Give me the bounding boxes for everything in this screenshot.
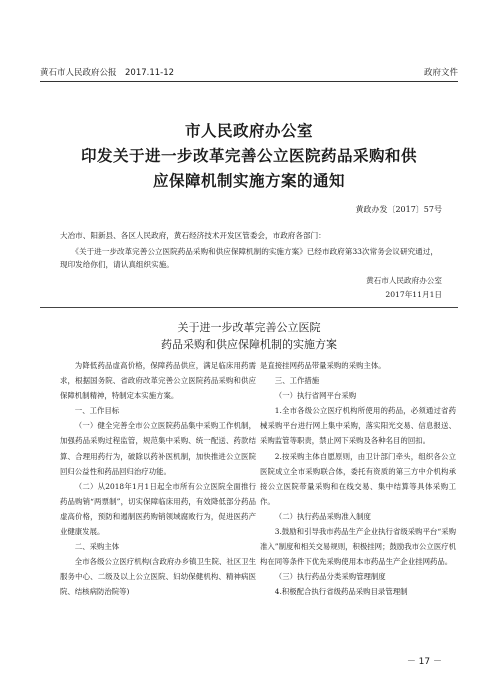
measure-1-paragraph: 1.全市各级公立医疗机构所使用的药品，必须通过省药械采购平台进行网上集中采购，落实阳光交易、信息报送、采购监管等职责，禁止网下采购及各种名目的回扣。 bbox=[260, 406, 456, 446]
measure-3-paragraph: 3.鼓励和引导我市药品生产企业执行省级采购平台“采购准入”制度和相关交易规则，积极挂网；鼓励我市公立医疗机构在同等条件下优先采购使用本市药品生产企业挂网药品。 bbox=[260, 527, 456, 567]
header-rule bbox=[40, 81, 458, 82]
goal-2-paragraph: （二）从2018年1月1日起全市所有公立医院全面推行药品购销“两票制”，切实保障临床用药，有效降低部分药品虚高价格，预防和遏制医药购销领域腐败行为，促进医药产业健康发展。 bbox=[60, 481, 256, 537]
title-line-3: 应保障机制实施方案的通知 bbox=[152, 171, 345, 190]
subject-continuation: 是直接挂网药品带量采购的采购主体。 bbox=[260, 361, 386, 370]
heading-goals: 一、工作目标 bbox=[74, 406, 120, 416]
measure-4-paragraph: 4.积极配合执行省级药品采购目录管理制 bbox=[274, 587, 408, 597]
notice-body: 《关于进一步改革完善公立医院药品采购和供应保障机制的实施方案》已经市政府第33次常务会议研究通过，现印发给你们，请认真组织实施。 bbox=[60, 247, 438, 269]
heading-measures: 三、工作措施 bbox=[274, 376, 320, 386]
goal-1-paragraph: （一）健全完善全市公立医院药品集中采购工作机制，加强药品采购过程监管，规范集中采购、统一配送、药款结算、合理用药行为，破除以药补医机制，加快推进公立医院回归公益性和药品回归治疗功能。 bbox=[60, 421, 256, 476]
plan-title-line-1: 关于进一步改革完善公立医院 bbox=[177, 321, 321, 334]
header-section: 政府文件 bbox=[423, 68, 458, 78]
notice-title bbox=[40, 118, 458, 193]
subheading-platform: （一）执行省网平台采购 bbox=[274, 391, 357, 401]
signature-org: 黄石市人民政府办公室 bbox=[366, 276, 442, 285]
plan-title-line-2: 药品采购和供应保障机制的实施方案 bbox=[161, 338, 337, 351]
left-column bbox=[60, 358, 256, 600]
signature-date: 2017年11月1日 bbox=[385, 290, 442, 299]
intro-paragraph: 为降低药品虚高价格，保障药品供应，满足临床用药需求，根据国务院、省政府改革完善公立医院药品采购和供应保障机制精神，特制定本实施方案。 bbox=[60, 361, 256, 401]
heading-subject: 二、采购主体 bbox=[74, 542, 120, 552]
document-number: 黄政办发〔2017〕57号 bbox=[355, 205, 442, 214]
subject-paragraph: 全市各级公立医疗机构(含政府办乡镇卫生院、社区卫生服务中心、二级及以上公立医院、妇幼保健机构、精神病医院、结核病防治院等) bbox=[60, 557, 256, 597]
right-column bbox=[260, 358, 456, 600]
plan-title bbox=[40, 319, 458, 353]
measure-2-paragraph: 2.按采购主体自愿原则，由卫计部门牵头，组织各公立医院成立全市采购联合体，委托有资质的第三方中介机构承接公立医院带量采购和在线交易、集中结算等具体采购工作。 bbox=[260, 451, 456, 506]
page-number: － 17 － bbox=[406, 657, 442, 667]
title-line-2: 印发关于进一步改革完善公立医院药品采购和供 bbox=[80, 146, 417, 165]
subheading-access: （二）执行药品采购准入制度 bbox=[274, 511, 371, 521]
header-publication: 黄石市人民政府公报 2017.11-12 bbox=[40, 68, 175, 78]
notice-addressee: 大冶市、阳新县、各区人民政府，黄石经济技术开发区管委会，市政府各部门： bbox=[60, 231, 326, 240]
title-line-1: 市人民政府办公室 bbox=[184, 121, 313, 140]
subheading-classification: （三）执行药品分类采购管理制度 bbox=[274, 572, 386, 582]
running-header bbox=[40, 66, 458, 80]
section-divider bbox=[40, 307, 458, 308]
